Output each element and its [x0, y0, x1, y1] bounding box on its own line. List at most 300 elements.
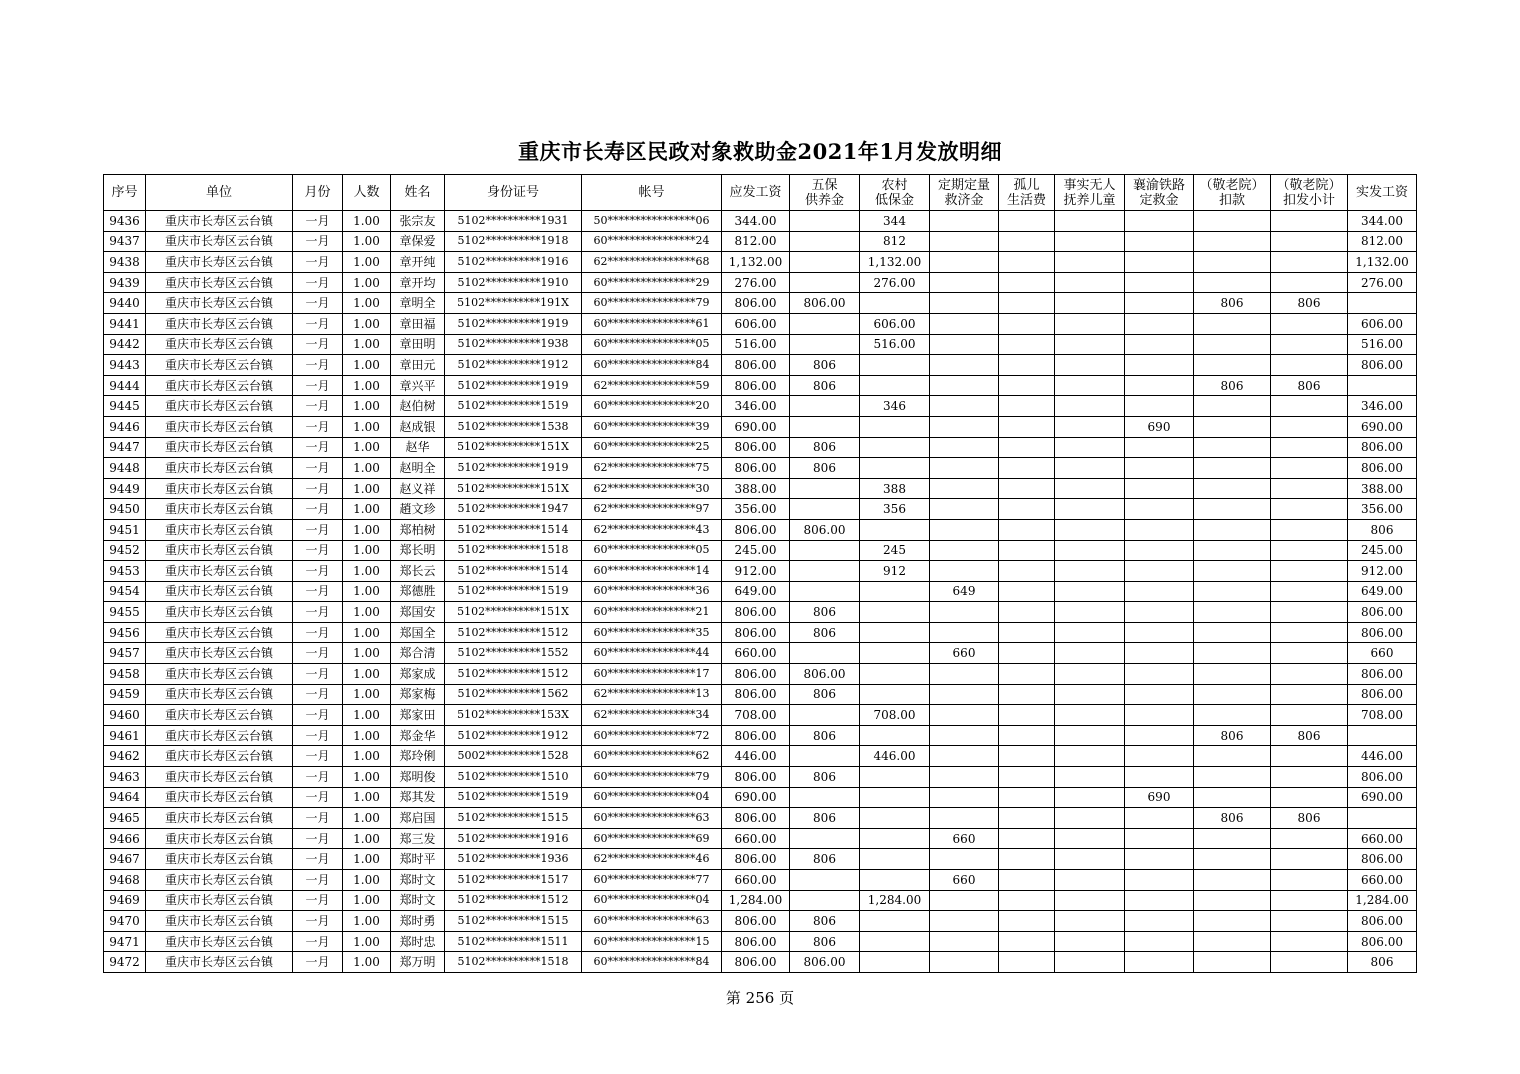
col-count-cell: 1.00	[343, 375, 391, 396]
col-wubao-cell: 806.00	[790, 293, 860, 314]
col-railway-cell	[1125, 684, 1194, 705]
col-actual-pay-cell: 356.00	[1348, 499, 1417, 520]
col-payable-header	[722, 175, 790, 211]
col-dibao-cell	[860, 931, 930, 952]
col-dibao-cell: 516.00	[860, 334, 930, 355]
col-unit-cell: 重庆市长寿区云台镇	[146, 416, 293, 437]
col-railway-cell	[1125, 890, 1194, 911]
col-dibao-header	[860, 175, 930, 211]
col-unsupported-child-cell	[1055, 725, 1125, 746]
col-month-cell: 一月	[293, 437, 343, 458]
col-serial-cell: 9461	[104, 725, 146, 746]
col-payable-cell: 660.00	[722, 870, 790, 891]
col-orphan-cell	[999, 396, 1055, 417]
col-serial-cell: 9448	[104, 458, 146, 479]
col-unsupported-child-cell	[1055, 705, 1125, 726]
header-label: 定期定量	[937, 177, 990, 193]
col-wubao-cell: 806	[790, 725, 860, 746]
col-count-cell: 1.00	[343, 643, 391, 664]
col-name-cell: 郑启国	[391, 808, 445, 829]
col-account-cell: 62****************46	[582, 849, 722, 870]
col-serial-cell: 9463	[104, 767, 146, 788]
col-id-number-cell: 5102**********1515	[445, 808, 582, 829]
col-orphan-header	[999, 175, 1055, 211]
col-relief-cell	[930, 231, 999, 252]
col-nursing-subtotal-cell	[1271, 519, 1348, 540]
col-payable-cell: 356.00	[722, 499, 790, 520]
col-serial-cell: 9452	[104, 540, 146, 561]
col-relief-cell	[930, 911, 999, 932]
col-payable-cell: 806.00	[722, 931, 790, 952]
col-unit-cell: 重庆市长寿区云台镇	[146, 375, 293, 396]
table-row	[104, 911, 1417, 932]
col-name-cell: 章明全	[391, 293, 445, 314]
col-id-number-cell: 5102**********1552	[445, 643, 582, 664]
col-orphan-cell	[999, 787, 1055, 808]
col-railway-cell	[1125, 293, 1194, 314]
col-dibao-cell	[860, 684, 930, 705]
col-nursing-subtotal-cell	[1271, 767, 1348, 788]
col-serial-cell: 9468	[104, 870, 146, 891]
col-orphan-cell	[999, 828, 1055, 849]
col-name-cell: 郑时平	[391, 849, 445, 870]
header-label: （敬老院）	[1276, 177, 1342, 193]
col-count-cell: 1.00	[343, 828, 391, 849]
col-serial-cell: 9441	[104, 313, 146, 334]
col-actual-pay-cell: 690.00	[1348, 416, 1417, 437]
col-unit-cell: 重庆市长寿区云台镇	[146, 293, 293, 314]
col-orphan-cell	[999, 643, 1055, 664]
col-railway-cell	[1125, 767, 1194, 788]
col-unit-cell: 重庆市长寿区云台镇	[146, 581, 293, 602]
col-nursing-deduction-cell	[1194, 252, 1271, 273]
col-serial-cell: 9447	[104, 437, 146, 458]
col-month-cell: 一月	[293, 870, 343, 891]
col-nursing-subtotal-cell	[1271, 499, 1348, 520]
col-account-cell: 60****************25	[582, 437, 722, 458]
col-month-cell: 一月	[293, 664, 343, 685]
col-unit-cell: 重庆市长寿区云台镇	[146, 355, 293, 376]
table-header-row	[104, 175, 1417, 211]
col-name-cell: 郑长明	[391, 540, 445, 561]
col-account-cell: 60****************36	[582, 581, 722, 602]
col-railway-cell	[1125, 746, 1194, 767]
col-nursing-subtotal-cell	[1271, 931, 1348, 952]
col-unsupported-child-cell	[1055, 355, 1125, 376]
col-payable-cell: 806.00	[722, 684, 790, 705]
col-account-cell: 62****************59	[582, 375, 722, 396]
col-nursing-subtotal-cell	[1271, 478, 1348, 499]
col-month-cell: 一月	[293, 252, 343, 273]
col-dibao-cell: 1,284.00	[860, 890, 930, 911]
col-serial-cell: 9443	[104, 355, 146, 376]
col-unsupported-child-cell	[1055, 334, 1125, 355]
col-dibao-cell	[860, 664, 930, 685]
col-relief-cell	[930, 355, 999, 376]
col-nursing-deduction-cell	[1194, 416, 1271, 437]
col-nursing-deduction-cell	[1194, 499, 1271, 520]
col-id-number-cell: 5102**********1919	[445, 375, 582, 396]
col-actual-pay-cell: 276.00	[1348, 272, 1417, 293]
col-dibao-cell	[860, 870, 930, 891]
col-serial-cell: 9471	[104, 931, 146, 952]
col-name-cell: 郑合清	[391, 643, 445, 664]
col-unit-cell: 重庆市长寿区云台镇	[146, 746, 293, 767]
col-id-number-cell: 5102**********1515	[445, 911, 582, 932]
col-name-cell: 章田元	[391, 355, 445, 376]
col-nursing-deduction-cell: 806	[1194, 725, 1271, 746]
col-nursing-deduction-cell	[1194, 478, 1271, 499]
col-actual-pay-cell: 806.00	[1348, 355, 1417, 376]
col-dibao-cell: 812	[860, 231, 930, 252]
col-name-cell: 郑时文	[391, 870, 445, 891]
col-relief-cell	[930, 211, 999, 232]
col-payable-cell: 806.00	[722, 952, 790, 973]
col-serial-cell: 9472	[104, 952, 146, 973]
col-count-cell: 1.00	[343, 355, 391, 376]
col-relief-cell	[930, 684, 999, 705]
col-unit-cell: 重庆市长寿区云台镇	[146, 437, 293, 458]
col-orphan-cell	[999, 622, 1055, 643]
col-name-cell: 章兴平	[391, 375, 445, 396]
col-unit-cell: 重庆市长寿区云台镇	[146, 828, 293, 849]
col-count-cell: 1.00	[343, 231, 391, 252]
col-orphan-cell	[999, 313, 1055, 334]
col-dibao-cell	[860, 725, 930, 746]
col-actual-pay-cell: 806.00	[1348, 684, 1417, 705]
col-unit-cell: 重庆市长寿区云台镇	[146, 519, 293, 540]
col-name-cell: 郑家梅	[391, 684, 445, 705]
col-dibao-cell: 245	[860, 540, 930, 561]
col-wubao-cell	[790, 272, 860, 293]
col-unsupported-child-cell	[1055, 293, 1125, 314]
col-unsupported-child-cell	[1055, 458, 1125, 479]
col-wubao-cell: 806	[790, 622, 860, 643]
col-payable-cell: 812.00	[722, 231, 790, 252]
col-unsupported-child-cell	[1055, 231, 1125, 252]
col-wubao-cell	[790, 746, 860, 767]
col-count-cell: 1.00	[343, 808, 391, 829]
col-unsupported-child-cell	[1055, 746, 1125, 767]
table-row	[104, 540, 1417, 561]
header-label: 单位	[205, 185, 232, 200]
col-count-cell: 1.00	[343, 911, 391, 932]
col-dibao-cell: 708.00	[860, 705, 930, 726]
table-body	[104, 211, 1417, 973]
col-payable-cell: 344.00	[722, 211, 790, 232]
document-title: 重庆市长寿区民政对象救助金2021年1月发放明细	[517, 139, 1003, 164]
col-nursing-deduction-cell	[1194, 952, 1271, 973]
col-nursing-subtotal-cell	[1271, 705, 1348, 726]
col-nursing-subtotal-cell	[1271, 622, 1348, 643]
header-label: 扣发小计	[1282, 192, 1335, 208]
col-dibao-cell: 388	[860, 478, 930, 499]
col-orphan-cell	[999, 767, 1055, 788]
col-nursing-deduction-cell	[1194, 540, 1271, 561]
col-account-cell: 62****************30	[582, 478, 722, 499]
col-unit-cell: 重庆市长寿区云台镇	[146, 334, 293, 355]
col-month-cell: 一月	[293, 478, 343, 499]
col-railway-cell	[1125, 458, 1194, 479]
col-nursing-subtotal-cell	[1271, 828, 1348, 849]
col-nursing-subtotal-cell	[1271, 458, 1348, 479]
col-wubao-cell	[790, 231, 860, 252]
col-dibao-cell	[860, 519, 930, 540]
col-nursing-subtotal-cell	[1271, 911, 1348, 932]
header-label: 生活费	[1006, 192, 1046, 208]
header-label: 人数	[353, 185, 380, 200]
table-row	[104, 581, 1417, 602]
col-account-cell: 60****************20	[582, 396, 722, 417]
col-unit-cell: 重庆市长寿区云台镇	[146, 478, 293, 499]
col-wubao-cell: 806.00	[790, 664, 860, 685]
col-unsupported-child-cell	[1055, 643, 1125, 664]
table-row	[104, 231, 1417, 252]
col-name-cell: 张宗友	[391, 211, 445, 232]
table-row	[104, 375, 1417, 396]
col-relief-cell	[930, 664, 999, 685]
col-month-cell: 一月	[293, 211, 343, 232]
col-wubao-cell	[790, 211, 860, 232]
col-count-cell: 1.00	[343, 870, 391, 891]
col-nursing-deduction-cell	[1194, 622, 1271, 643]
col-relief-cell	[930, 396, 999, 417]
table-row	[104, 643, 1417, 664]
col-wubao-cell	[790, 499, 860, 520]
col-unsupported-child-cell	[1055, 849, 1125, 870]
col-serial-cell: 9462	[104, 746, 146, 767]
col-unit-cell: 重庆市长寿区云台镇	[146, 849, 293, 870]
col-serial-cell: 9437	[104, 231, 146, 252]
col-account-cell: 60****************04	[582, 787, 722, 808]
col-name-cell: 郑国安	[391, 602, 445, 623]
col-month-cell: 一月	[293, 355, 343, 376]
col-actual-pay-cell	[1348, 293, 1417, 314]
table-row	[104, 787, 1417, 808]
col-nursing-deduction-cell	[1194, 746, 1271, 767]
col-count-cell: 1.00	[343, 252, 391, 273]
col-railway-cell	[1125, 540, 1194, 561]
col-relief-cell	[930, 622, 999, 643]
col-relief-cell	[930, 437, 999, 458]
col-railway-cell	[1125, 437, 1194, 458]
col-orphan-cell	[999, 952, 1055, 973]
col-payable-cell: 806.00	[722, 808, 790, 829]
col-orphan-cell	[999, 725, 1055, 746]
col-account-cell: 62****************13	[582, 684, 722, 705]
col-id-number-cell: 5102**********151X	[445, 478, 582, 499]
col-unsupported-child-cell	[1055, 767, 1125, 788]
col-dibao-cell	[860, 375, 930, 396]
col-count-cell: 1.00	[343, 396, 391, 417]
col-railway-cell	[1125, 643, 1194, 664]
header-label: 低保金	[874, 192, 914, 208]
col-serial-header	[104, 175, 146, 211]
col-relief-cell	[930, 602, 999, 623]
col-id-number-cell: 5102**********1947	[445, 499, 582, 520]
col-wubao-cell: 806	[790, 767, 860, 788]
col-month-cell: 一月	[293, 890, 343, 911]
col-actual-pay-cell: 806.00	[1348, 849, 1417, 870]
table-row	[104, 849, 1417, 870]
col-id-number-cell: 5102**********151X	[445, 602, 582, 623]
col-nursing-subtotal-cell	[1271, 355, 1348, 376]
col-dibao-cell	[860, 808, 930, 829]
col-unit-cell: 重庆市长寿区云台镇	[146, 602, 293, 623]
col-unsupported-child-cell	[1055, 664, 1125, 685]
col-serial-cell: 9465	[104, 808, 146, 829]
col-wubao-cell	[790, 416, 860, 437]
col-wubao-cell	[790, 828, 860, 849]
col-serial-cell: 9444	[104, 375, 146, 396]
col-account-cell: 60****************17	[582, 664, 722, 685]
col-relief-header	[930, 175, 999, 211]
col-id-number-cell: 5102**********1912	[445, 725, 582, 746]
col-dibao-cell	[860, 787, 930, 808]
col-unsupported-child-cell	[1055, 787, 1125, 808]
header-label: 供养金	[804, 192, 844, 208]
col-unit-cell: 重庆市长寿区云台镇	[146, 540, 293, 561]
col-orphan-cell	[999, 355, 1055, 376]
col-wubao-cell: 806	[790, 684, 860, 705]
col-payable-cell: 690.00	[722, 416, 790, 437]
col-unit-cell: 重庆市长寿区云台镇	[146, 725, 293, 746]
table-row	[104, 767, 1417, 788]
col-dibao-cell	[860, 437, 930, 458]
col-account-cell: 60****************72	[582, 725, 722, 746]
col-nursing-deduction-cell	[1194, 870, 1271, 891]
col-count-cell: 1.00	[343, 458, 391, 479]
col-payable-cell: 649.00	[722, 581, 790, 602]
col-nursing-subtotal-cell	[1271, 231, 1348, 252]
col-nursing-subtotal-cell: 806	[1271, 375, 1348, 396]
col-id-number-cell: 5102**********1519	[445, 581, 582, 602]
col-relief-cell: 649	[930, 581, 999, 602]
col-count-cell: 1.00	[343, 705, 391, 726]
col-serial-cell: 9464	[104, 787, 146, 808]
col-relief-cell	[930, 725, 999, 746]
col-account-cell: 50****************06	[582, 211, 722, 232]
col-actual-pay-cell: 1,284.00	[1348, 890, 1417, 911]
col-name-cell: 郑金华	[391, 725, 445, 746]
col-payable-cell: 606.00	[722, 313, 790, 334]
col-railway-cell	[1125, 396, 1194, 417]
col-nursing-deduction-cell	[1194, 602, 1271, 623]
table-row	[104, 272, 1417, 293]
col-railway-cell	[1125, 911, 1194, 932]
col-nursing-subtotal-cell	[1271, 272, 1348, 293]
col-payable-cell: 446.00	[722, 746, 790, 767]
col-month-cell: 一月	[293, 519, 343, 540]
col-actual-pay-cell: 346.00	[1348, 396, 1417, 417]
col-orphan-cell	[999, 375, 1055, 396]
col-name-cell: 郑明俊	[391, 767, 445, 788]
col-railway-cell	[1125, 705, 1194, 726]
col-nursing-deduction-cell	[1194, 931, 1271, 952]
col-unit-cell: 重庆市长寿区云台镇	[146, 252, 293, 273]
col-payable-cell: 806.00	[722, 458, 790, 479]
col-relief-cell: 660	[930, 828, 999, 849]
col-unit-cell: 重庆市长寿区云台镇	[146, 890, 293, 911]
col-unsupported-child-cell	[1055, 211, 1125, 232]
col-dibao-cell	[860, 849, 930, 870]
table-row	[104, 458, 1417, 479]
col-unit-cell: 重庆市长寿区云台镇	[146, 787, 293, 808]
col-count-cell: 1.00	[343, 272, 391, 293]
col-dibao-cell	[860, 828, 930, 849]
col-name-cell: 章保爱	[391, 231, 445, 252]
col-account-cell: 62****************43	[582, 519, 722, 540]
col-count-cell: 1.00	[343, 293, 391, 314]
col-month-cell: 一月	[293, 581, 343, 602]
col-nursing-deduction-cell	[1194, 581, 1271, 602]
col-wubao-cell	[790, 705, 860, 726]
col-wubao-cell	[790, 581, 860, 602]
col-unsupported-child-cell	[1055, 252, 1125, 273]
col-actual-pay-cell: 806.00	[1348, 437, 1417, 458]
col-unsupported-child-cell	[1055, 396, 1125, 417]
col-nursing-deduction-cell	[1194, 313, 1271, 334]
col-count-cell: 1.00	[343, 684, 391, 705]
col-relief-cell	[930, 416, 999, 437]
col-orphan-cell	[999, 499, 1055, 520]
col-payable-cell: 912.00	[722, 561, 790, 582]
header-label: 襄渝铁路	[1132, 177, 1185, 193]
col-actual-pay-cell: 660	[1348, 643, 1417, 664]
col-wubao-cell: 806	[790, 911, 860, 932]
col-orphan-cell	[999, 334, 1055, 355]
col-dibao-cell	[860, 293, 930, 314]
col-unsupported-child-cell	[1055, 499, 1125, 520]
col-orphan-cell	[999, 870, 1055, 891]
col-nursing-deduction-cell	[1194, 561, 1271, 582]
col-unsupported-child-cell	[1055, 313, 1125, 334]
col-count-cell: 1.00	[343, 931, 391, 952]
col-railway-cell	[1125, 313, 1194, 334]
table-row	[104, 293, 1417, 314]
col-nursing-subtotal-cell	[1271, 746, 1348, 767]
col-count-cell: 1.00	[343, 416, 391, 437]
table-row	[104, 705, 1417, 726]
col-name-cell: 郑三发	[391, 828, 445, 849]
table-row	[104, 828, 1417, 849]
col-unit-cell: 重庆市长寿区云台镇	[146, 643, 293, 664]
col-payable-cell: 806.00	[722, 911, 790, 932]
col-nursing-deduction-cell	[1194, 437, 1271, 458]
col-name-cell: 郑玲俐	[391, 746, 445, 767]
col-id-number-cell: 5102**********1910	[445, 272, 582, 293]
col-wubao-cell: 806	[790, 375, 860, 396]
col-account-cell: 60****************44	[582, 643, 722, 664]
col-relief-cell	[930, 767, 999, 788]
col-serial-cell: 9451	[104, 519, 146, 540]
col-serial-cell: 9440	[104, 293, 146, 314]
col-count-cell: 1.00	[343, 334, 391, 355]
col-account-cell: 60****************14	[582, 561, 722, 582]
col-payable-cell: 1,132.00	[722, 252, 790, 273]
col-payable-cell: 806.00	[722, 355, 790, 376]
col-actual-pay-cell: 806.00	[1348, 622, 1417, 643]
col-month-cell: 一月	[293, 561, 343, 582]
header-label: 帐号	[638, 185, 665, 200]
col-dibao-cell	[860, 458, 930, 479]
col-name-cell: 赵明全	[391, 458, 445, 479]
col-month-cell: 一月	[293, 828, 343, 849]
col-relief-cell	[930, 519, 999, 540]
header-label: 序号	[111, 185, 138, 200]
col-unit-cell: 重庆市长寿区云台镇	[146, 561, 293, 582]
col-account-cell: 60****************21	[582, 602, 722, 623]
